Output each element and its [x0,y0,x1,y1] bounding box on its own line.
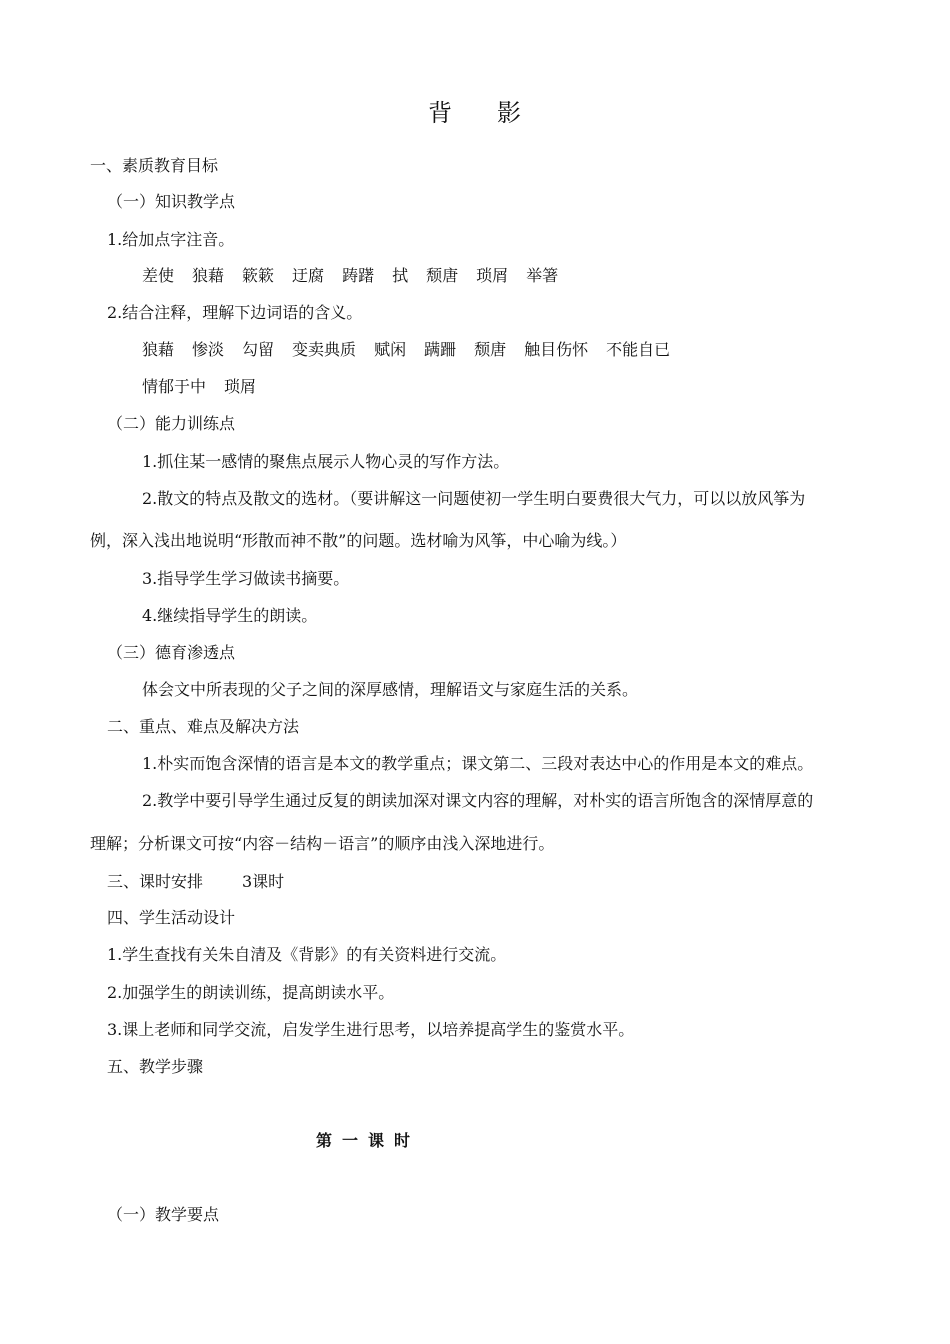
section-heading-3: 三、课时安排 [107,872,204,891]
item-meaning: 2.结合注释，理解下边词语的含义。 [107,303,363,322]
word-item: 簌簌 [242,266,275,285]
key-point-1: 1.朴实而饱含深情的语言是本文的教学重点；课文第二、三段对表达中心的作用是本文的难点。 [142,754,814,773]
key-point-2-line2: 理解；分析课文可按“内容－结构－语言”的顺序由浅入深地进行。 [90,834,555,853]
word-item: 赋闲 [374,340,407,359]
word-item: 琐屑 [476,266,509,285]
title-char-1: 背 [428,99,453,127]
ability-item-3: 3.指导学生学习做读书摘要。 [142,569,350,588]
key-point-2-line1: 2.教学中要引导学生通过反复的朗读加深对课文内容的理解，对朴实的语言所饱含的深情厚意的 [142,791,814,810]
word-item: 勾留 [242,340,275,359]
word-item: 情郁于中 [142,377,207,396]
ability-item-1: 1.抓住某一感情的聚焦点展示人物心灵的写作方法。 [142,452,510,471]
item-pinyin: 1.给加点字注音。 [107,230,235,249]
word-item: 踌躇 [342,266,375,285]
word-item: 颓唐 [474,340,507,359]
subsection-heading-moral: （三）德育渗透点 [107,643,236,662]
word-item: 琐屑 [224,377,257,396]
word-item: 狼藉 [142,340,175,359]
word-item: 拭 [392,266,409,285]
title-char-2: 影 [497,99,522,127]
section-heading-5: 五、教学步骤 [107,1057,204,1076]
moral-text: 体会文中所表现的父子之间的深厚感情，理解语文与家庭生活的关系。 [142,680,639,699]
ability-item-2-line1: 2.散文的特点及散文的选材。（要讲解这一问题使初一学生明白要费很大气力，可以以放风筝为 [142,489,806,508]
word-item: 差使 [142,266,175,285]
section-heading-1: 一、素质教育目标 [90,156,219,175]
word-item: 举箸 [526,266,559,285]
subsection-heading-ability: （二）能力训练点 [107,414,236,433]
activity-item-2: 2.加强学生的朗读训练，提高朗读水平。 [107,983,395,1002]
word-item: 颓唐 [426,266,459,285]
word-list-meaning [142,340,688,360]
document-title [0,98,950,128]
word-item: 迂腐 [292,266,325,285]
lesson-count: 3课时 [242,872,285,891]
subsection-heading-knowledge: （一）知识教学点 [107,192,236,211]
ability-item-2-line2: 例，深入浅出地说明“形散而神不散”的问题。选材喻为风筝，中心喻为线。） [90,531,627,550]
word-list-pinyin [142,266,576,286]
activity-item-3: 3.课上老师和同学交流，启发学生进行思考，以培养提高学生的鉴赏水平。 [107,1020,635,1039]
teaching-points-heading: （一）教学要点 [107,1205,220,1224]
word-list-meaning-continued [142,377,274,397]
word-item: 惨淡 [192,340,225,359]
word-item: 狼藉 [192,266,225,285]
word-item: 触目伤怀 [524,340,589,359]
section-heading-2: 二、重点、难点及解决方法 [107,717,300,736]
activity-item-1: 1.学生查找有关朱自清及《背影》的有关资料进行交流。 [107,945,507,964]
word-item: 变卖典质 [292,340,357,359]
section-heading-4: 四、学生活动设计 [107,908,236,927]
word-item: 不能自已 [606,340,671,359]
lesson-heading: 第一课时 [316,1131,421,1150]
word-item: 蹒跚 [424,340,457,359]
ability-item-4: 4.继续指导学生的朗读。 [142,606,318,625]
